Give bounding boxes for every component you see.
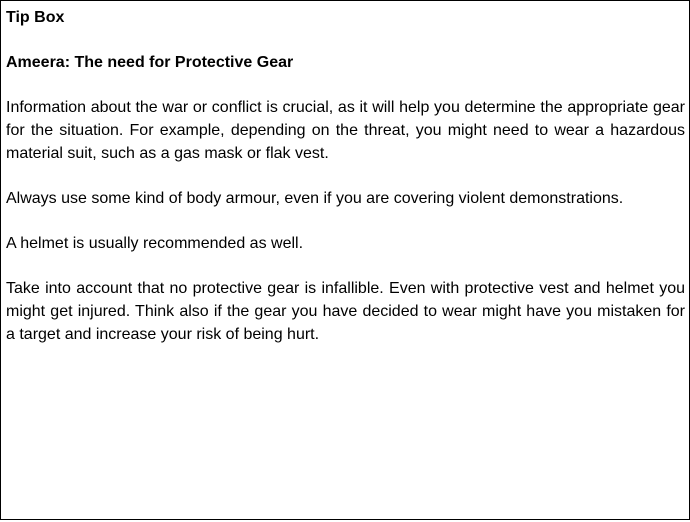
section-heading: Ameera: The need for Protective Gear	[6, 54, 294, 71]
paragraph-gear-limitations: Take into account that no protective gear is infallible. Even with protective vest and helmet you might get injured. Think also if the gear you have decided to wear might have you mistaken for a target and increase your risk of being hurt.	[6, 280, 685, 343]
box-title: Tip Box	[6, 9, 65, 26]
paragraph-war-information: Information about the war or conflict is crucial, as it will help you determine the appropriate gear for the situation. For example, depending on the threat, you might need to wear a hazardous material suit, such as a gas mask or flak vest.	[6, 99, 685, 162]
paragraph-helmet: A helmet is usually recommended as well.	[6, 235, 304, 252]
paragraph-body-armour: Always use some kind of body armour, even if you are covering violent demonstrations.	[6, 190, 624, 207]
